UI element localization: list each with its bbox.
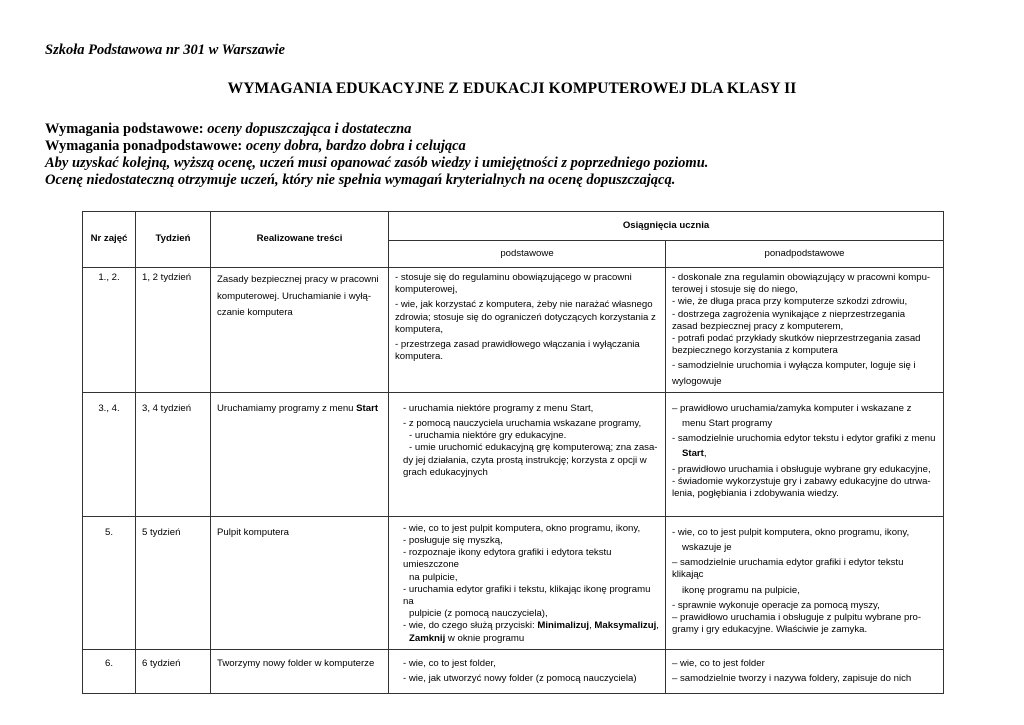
table-header-row xyxy=(83,212,944,241)
row-nr: 3., 4. xyxy=(83,392,136,516)
basic-line: - wie, co to jest pulpit komputera, okno programu, ikony, xyxy=(403,522,641,534)
row-week: 5 tydzień xyxy=(136,516,211,649)
basic-line: - rozpoznaje ikony edytora grafiki i edytora tekstu umieszczone xyxy=(403,547,612,571)
basic-line: - uruchamia niektóre programy z menu Start, xyxy=(403,402,594,414)
advanced-line: – wie, co to jest folder xyxy=(672,657,765,669)
advanced-requirements-label: Wymagania ponadpodstawowe: xyxy=(45,138,243,154)
basic-text: , xyxy=(589,620,595,632)
header-nr: Nr zajęć xyxy=(83,212,136,268)
basic-line: - wie, co to jest folder, xyxy=(403,657,496,669)
advanced-line xyxy=(672,448,937,460)
basic-requirements-value: oceny dopuszczająca i dostateczna xyxy=(207,121,412,137)
basic-line: pulpicie (z pomocą nauczyciela), xyxy=(409,608,548,620)
advanced-line: - dostrzega zagrożenia wynikające z nieprzestrzegania xyxy=(672,308,906,320)
header-content: Realizowane treści xyxy=(211,212,389,268)
basic-line: - uruchamia niektóre gry edukacyjne. xyxy=(409,430,567,442)
advanced-line: wylogowuje xyxy=(672,375,722,387)
advanced-line: ikonę programu na pulpicie, xyxy=(682,584,800,596)
advanced-line: wskazuje je xyxy=(682,542,732,554)
basic-line: komputerowej, xyxy=(395,284,458,296)
basic-line: na pulpicie, xyxy=(409,571,458,583)
advanced-line: - wie, co to jest pulpit komputera, okno programu, ikony, xyxy=(672,526,910,538)
basic-text: , xyxy=(656,620,659,632)
basic-requirements-label: Wymagania podstawowe: xyxy=(45,121,204,137)
basic-line: komputera, xyxy=(395,323,443,335)
row-advanced xyxy=(666,516,944,649)
row-content: Pulpit komputera xyxy=(211,516,389,649)
basic-requirements-line xyxy=(45,121,708,138)
row-content: Tworzymy nowy folder w komputerze xyxy=(211,649,389,693)
close-label: Zamknij xyxy=(409,632,446,644)
advanced-line: gramy i gry edukacyjne. Właściwie je zamyka. xyxy=(672,624,868,636)
row-basic xyxy=(389,392,666,516)
advanced-line: – samodzielnie tworzy i nazywa foldery, zapisuje do nich xyxy=(672,673,912,685)
basic-line: - z pomocą nauczyciela uruchamia wskazane programy, xyxy=(403,418,642,430)
advanced-line: – prawidłowo uruchamia/zamyka komputer i wskazane z xyxy=(672,402,912,414)
content-text: Uruchamiamy programy z menu xyxy=(217,402,357,414)
maximize-label: Maksymalizuj xyxy=(594,620,657,632)
table-row xyxy=(83,268,944,393)
advanced-line: - potrafi podać przykłady skutków nieprzestrzegania zasad xyxy=(672,333,921,345)
row-advanced xyxy=(666,392,944,516)
table-row xyxy=(83,649,944,693)
basic-line xyxy=(395,633,659,645)
advanced-text: , xyxy=(703,448,707,460)
row-nr: 5. xyxy=(83,516,136,649)
basic-line: zdrowia; stosuje się do ograniczeń dotyczących korzystania z xyxy=(395,311,656,323)
table-row xyxy=(83,392,944,516)
row-week: 6 tydzień xyxy=(136,649,211,693)
advanced-line: - sprawnie wykonuje operacje za pomocą myszy, xyxy=(672,599,880,611)
grading-note-2: Ocenę niedostateczną otrzymuje uczeń, który nie spełnia wymagań kryterialnych na ocenę dopuszczającą. xyxy=(45,172,676,188)
minimize-label: Minimalizuj xyxy=(537,620,590,632)
advanced-line: lenia, pogłębiania i zdobywania wiedzy. xyxy=(672,488,839,500)
row-advanced xyxy=(666,649,944,693)
advanced-line: - doskonale zna regulamin obowiązujący w pracowni kompu- xyxy=(672,272,931,283)
content-line: czanie komputera xyxy=(217,307,293,318)
advanced-line: terowej i stosuje się do niego, xyxy=(672,284,798,296)
grading-note-1: Aby uzyskać kolejną, wyższą ocenę, uczeń musi opanować zasób wiedzy i umiejętności z poprzedniego poziomu. xyxy=(45,155,709,171)
advanced-line: – prawidłowo uruchamia i obsługuje z pulpitu wybrane pro- xyxy=(672,612,922,624)
row-basic xyxy=(389,649,666,693)
advanced-line: - prawidłowo uruchamia i obsługuje wybrane gry edukacyjne, xyxy=(672,463,931,475)
row-basic xyxy=(389,516,666,649)
header-week: Tydzień xyxy=(136,212,211,268)
school-name: Szkoła Podstawowa nr 301 w Warszawie xyxy=(45,42,285,58)
header-basic: podstawowe xyxy=(389,241,666,268)
row-advanced xyxy=(666,268,944,393)
basic-line xyxy=(395,620,659,632)
row-basic xyxy=(389,268,666,393)
start-menu-label: Start xyxy=(356,402,379,414)
basic-line: grach edukacyjnych xyxy=(403,466,488,478)
content-line: komputerowej. Uruchamianie i wyłą- xyxy=(217,290,372,302)
requirements-table xyxy=(82,211,944,694)
row-nr: 6. xyxy=(83,649,136,693)
basic-text: - wie, do czego służą przyciski: xyxy=(403,620,538,632)
advanced-line: - samodzielnie uruchomia edytor tekstu i edytor grafiki z menu xyxy=(672,433,936,445)
document-title: WYMAGANIA EDUKACYJNE Z EDUKACJI KOMPUTEROWEJ DLA KLASY II xyxy=(227,80,797,97)
basic-line: komputera. xyxy=(395,351,443,363)
advanced-line: bezpiecznego korzystania z komputera xyxy=(672,345,838,357)
advanced-requirements-value: oceny dobra, bardzo dobra i celująca xyxy=(245,138,466,154)
basic-line: - uruchamia edytor grafiki i tekstu, klikając ikonę programu na xyxy=(403,583,651,608)
advanced-line: - wie, że długa praca przy komputerze szkodzi zdrowiu, xyxy=(672,296,908,308)
basic-line: - umie uruchomić edukacyjną grę komputerową; zna zasa- xyxy=(409,442,658,454)
requirements-intro xyxy=(45,121,708,189)
advanced-line: – samodzielnie uruchamia edytor grafiki i edytor tekstu klikając xyxy=(672,557,904,581)
basic-line: - przestrzega zasad prawidłowego włączania i wyłączania xyxy=(395,339,640,351)
table-row xyxy=(83,516,944,649)
basic-line: dy jej działania, czyta prostą instrukcję; korzysta z opcji w xyxy=(403,454,647,466)
content-line: Zasady bezpiecznej pracy w pracowni xyxy=(217,274,379,285)
advanced-line: menu Start programy xyxy=(682,418,773,430)
row-week: 3, 4 tydzień xyxy=(136,392,211,516)
basic-line: - wie, jak utworzyć nowy folder (z pomocą nauczyciela) xyxy=(403,673,637,685)
header-advanced: ponadpodstawowe xyxy=(666,241,944,268)
basic-line: - stosuje się do regulaminu obowiązującego w pracowni xyxy=(395,272,632,283)
advanced-line: zasad bezpiecznej pracy z komputerem, xyxy=(672,320,844,332)
advanced-requirements-line xyxy=(45,138,708,155)
advanced-line: - samodzielnie uruchomia i wyłącza komputer, loguje się i xyxy=(672,360,916,372)
start-menu-label: Start xyxy=(682,448,704,460)
basic-line: - posługuje się myszką, xyxy=(403,535,503,547)
row-nr: 1., 2. xyxy=(83,268,136,393)
header-achievements: Osiągnięcia ucznia xyxy=(389,212,944,241)
basic-text: w oknie programu xyxy=(445,632,525,644)
basic-line: - wie, jak korzystać z komputera, żeby nie narażać własnego xyxy=(395,299,653,311)
row-content xyxy=(211,268,389,393)
advanced-line: - świadomie wykorzystuje gry i zabawy edukacyjne do utrwa- xyxy=(672,475,931,487)
row-week: 1, 2 tydzień xyxy=(136,268,211,393)
row-content xyxy=(211,392,389,516)
